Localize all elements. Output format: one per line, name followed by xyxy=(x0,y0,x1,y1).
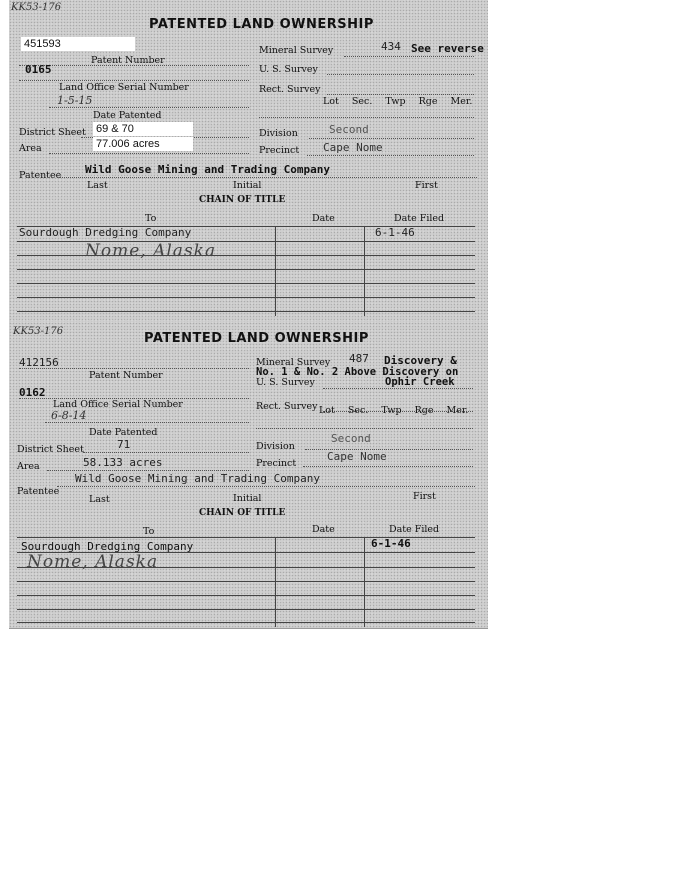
date-patented-label: Date Patented xyxy=(93,110,162,121)
mineral-survey-extra-1: Discovery & xyxy=(384,354,457,367)
us-survey-label: U. S. Survey xyxy=(256,377,315,388)
patentee-initial-label: Initial xyxy=(233,493,262,504)
division-label: Division xyxy=(256,441,295,452)
mineral-survey-extra: See reverse xyxy=(411,42,484,55)
chain-col-to: To xyxy=(145,213,157,224)
patent-number-label: Patent Number xyxy=(91,55,165,66)
patent-number-label: Patent Number xyxy=(89,370,163,381)
rect-col-lot: Lot xyxy=(323,96,339,107)
mineral-survey-value: 487 xyxy=(349,352,369,365)
patentee-label: Patentee xyxy=(17,486,60,497)
rect-survey-label: Rect. Survey xyxy=(256,401,318,412)
district-sheet-label: District Sheet xyxy=(17,444,84,455)
chain-entry-location: Nome, Alaska xyxy=(85,241,217,261)
precinct-value: Cape Nome xyxy=(327,450,387,463)
area-label: Area xyxy=(17,461,40,472)
land-card-1 xyxy=(9,0,488,322)
patentee-last-label: Last xyxy=(87,180,108,191)
chain-of-title-heading: CHAIN OF TITLE xyxy=(199,508,286,518)
chain-col-date-filed: Date Filed xyxy=(394,213,445,224)
patentee-label: Patentee xyxy=(19,170,62,181)
mineral-survey-extra-3: Ophir Creek xyxy=(385,376,455,388)
patentee-value: Wild Goose Mining and Trading Company xyxy=(75,472,321,485)
mineral-survey-value: 434 xyxy=(381,40,401,53)
chain-entry-to: Sourdough Dredging Company xyxy=(19,226,192,239)
land-card-2 xyxy=(9,322,488,629)
serial-number-value: 0165 xyxy=(25,63,52,76)
precinct-label: Precinct xyxy=(259,145,300,156)
division-label: Division xyxy=(259,128,298,139)
chain-entry-date-filed: 6-1-46 xyxy=(375,226,415,239)
rect-col-rge: Rge xyxy=(418,96,438,107)
card-ref-number: KK53-176 xyxy=(11,2,62,13)
mineral-survey-label: Mineral Survey xyxy=(256,357,331,368)
rect-col-mer: Mer. xyxy=(446,405,469,416)
chain-col-date: Date xyxy=(312,524,335,535)
district-sheet-value: 71 xyxy=(117,438,131,451)
precinct-label: Precinct xyxy=(256,458,297,469)
date-patented-label: Date Patented xyxy=(89,427,158,438)
patentee-first-label: First xyxy=(413,491,436,502)
date-patented-value: 1-5-15 xyxy=(57,94,93,107)
district-sheet-label: District Sheet xyxy=(19,127,86,138)
rect-col-rge: Rge xyxy=(414,405,434,416)
chain-entry-date-filed: 6-1-46 xyxy=(371,537,411,550)
chain-entry-to: Sourdough Dredging Company xyxy=(21,540,194,553)
rect-col-sec: Sec. xyxy=(347,405,369,416)
rect-survey-label: Rect. Survey xyxy=(259,84,321,95)
us-survey-label: U. S. Survey xyxy=(259,64,318,75)
rect-col-mer: Mer. xyxy=(450,96,473,107)
card-title: PATENTED LAND OWNERSHIP xyxy=(149,17,374,32)
rect-col-twp: Twp xyxy=(385,96,406,107)
serial-number-label: Land Office Serial Number xyxy=(53,399,183,410)
area-label: Area xyxy=(19,143,42,154)
card-ref-number: KK53-176 xyxy=(13,326,64,337)
precinct-value: Cape Nome xyxy=(323,141,383,154)
patent-number-value: 451593 xyxy=(21,37,135,51)
area-value: 77.006 acres xyxy=(93,137,193,151)
serial-number-label: Land Office Serial Number xyxy=(59,82,189,93)
rect-col-lot: Lot xyxy=(319,405,335,416)
chain-col-date: Date xyxy=(312,213,335,224)
chain-col-date-filed: Date Filed xyxy=(389,524,440,535)
patentee-first-label: First xyxy=(415,180,438,191)
mineral-survey-label: Mineral Survey xyxy=(259,45,334,56)
division-value: Second xyxy=(331,432,371,445)
rect-survey-columns xyxy=(319,405,478,416)
chain-col-to: To xyxy=(143,526,155,537)
patentee-initial-label: Initial xyxy=(233,180,262,191)
division-value: Second xyxy=(329,123,369,136)
rect-survey-columns xyxy=(323,96,482,107)
rect-col-twp: Twp xyxy=(381,405,402,416)
patentee-value: Wild Goose Mining and Trading Company xyxy=(85,163,331,176)
district-sheet-value: 69 & 70 xyxy=(93,122,193,136)
chain-entry-location: Nome, Alaska xyxy=(27,552,159,572)
area-value: 58.133 acres xyxy=(83,456,163,469)
card-title: PATENTED LAND OWNERSHIP xyxy=(144,331,369,346)
patentee-last-label: Last xyxy=(89,494,110,505)
patent-number-value: 412156 xyxy=(19,356,59,369)
date-patented-value: 6-8-14 xyxy=(51,409,87,422)
mineral-survey-extra-2: No. 1 & No. 2 Above Discovery on xyxy=(256,366,459,378)
chain-of-title-heading: CHAIN OF TITLE xyxy=(199,195,286,205)
rect-col-sec: Sec. xyxy=(351,96,373,107)
serial-number-value: 0162 xyxy=(19,386,46,399)
